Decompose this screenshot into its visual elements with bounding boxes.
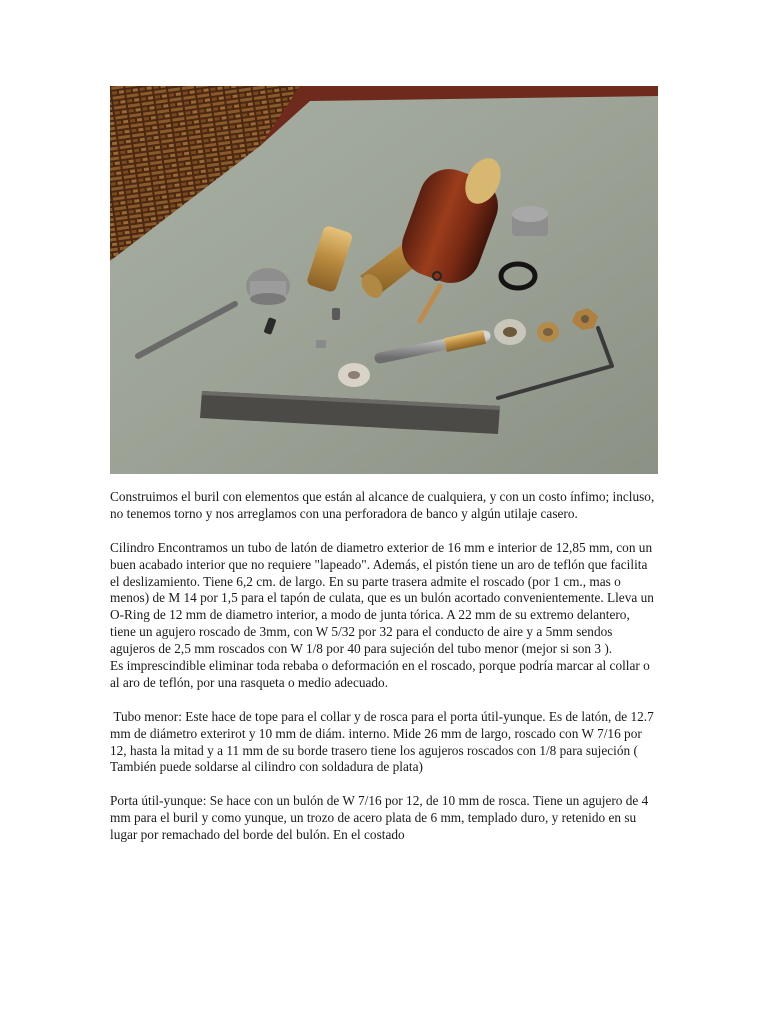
photo-engraver-parts xyxy=(110,86,658,474)
document-body xyxy=(110,489,658,844)
paragraph-intro: Construimos el buril con elementos que están al alcance de cualquiera, y con un costo ínfimo; incluso, no tenemos torno y nos arreglamos con una perforadora de banco y algún utilaje casero. xyxy=(110,489,655,521)
paragraph-rebaba: Es imprescindible eliminar toda rebaba o deformación en el roscado, porque podría marcar al collar o al aro de teflón, por una rasqueta o medio adecuado. xyxy=(110,658,650,690)
paragraph-porta-util: Porta útil-yunque: Se hace con un bulón de W 7/16 por 12, de 10 mm de rosca. Tiene un agujero de 4 mm para el buril y como yunque, un trozo de acero plata de 6 mm, templado duro, y retenido en su lugar por remachado del borde del bulón. En el costado xyxy=(110,793,649,843)
paragraph-tubo-menor: Tubo menor: Este hace de tope para el collar y de rosca para el porta útil-yunque. Es de latón, de 12.7 mm de diámetro exterirot y 10 mm de diám. interno. Mide 26 mm de largo, roscado con W 7/16 por 12, hasta la mitad y a 11 mm de su borde trasero tiene los agujeros roscados con 1/8 para sujeción ( También puede soldarse al cilindro con soldadura de plata) xyxy=(110,708,658,775)
paragraph-cilindro: Cilindro Encontramos un tubo de latón de diametro exterior de 16 mm e interior de 12,85 mm, con un buen acabado interior que no requiere "lapeado". Además, el pistón tiene un aro de teflón que facilita el deslizamiento. Tiene 6,2 cm. de largo. En su parte trasera admite el roscado (por 1 cm., mas o menos) de M 14 por 1,5 para el tapón de culata, que es un bulón acortado convenientemente. Lleva un O-Ring de 12 mm de diametro interior, a modo de junta tórica. A 22 mm de su extremo delantero, tiene un agujero roscado de 3mm, con W 5/32 por 32 para el conducto de aire y a 5mm sendos agujeros de 2,5 mm roscados con W 1/8 por 40 para sujeción del tubo menor (mejor si son 3 ). xyxy=(110,539,654,657)
